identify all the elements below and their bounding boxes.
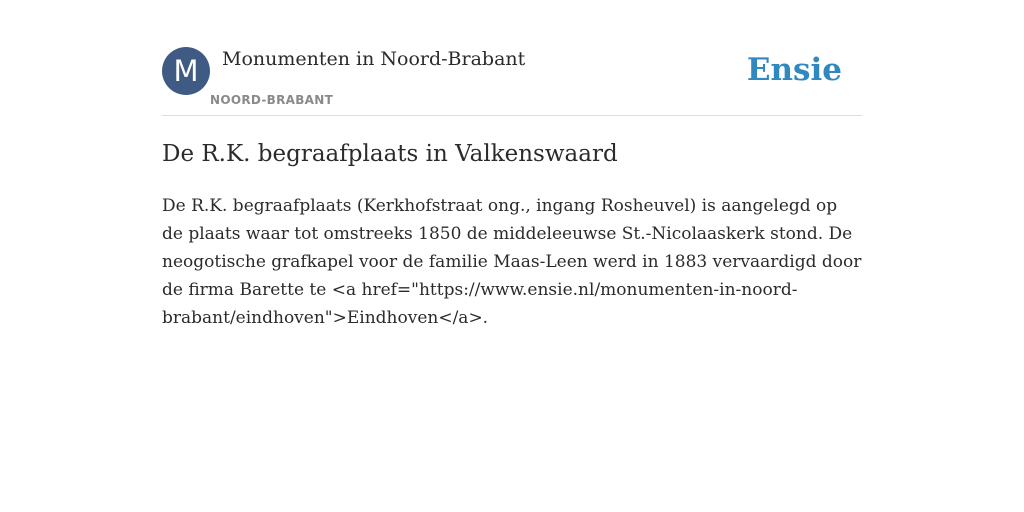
brand-logo[interactable]: Ensie bbox=[746, 52, 842, 88]
region-tag[interactable]: NOORD-BRABANT bbox=[210, 93, 334, 107]
site-title[interactable]: Monumenten in Noord-Brabant bbox=[222, 48, 526, 70]
article-title: De R.K. begraafplaats in Valkenswaard bbox=[162, 141, 618, 167]
avatar[interactable]: M bbox=[162, 47, 210, 95]
divider bbox=[162, 115, 862, 116]
header bbox=[162, 46, 862, 116]
article-body: De R.K. begraafplaats (Kerkhofstraat ong., ingang Rosheuvel) is aangelegd op de plaats waar tot omstreeks 1850 de middeleeuwse St.-Nicolaaskerk stond. De neogotische grafkapel voor de familie Maas-Leen werd in 1883 vervaardigd door de firma Barette te <a href="https://www.ensie.nl/monumenten-in-noord-brabant/eindhoven">Eindhoven</a>. bbox=[162, 196, 862, 328]
